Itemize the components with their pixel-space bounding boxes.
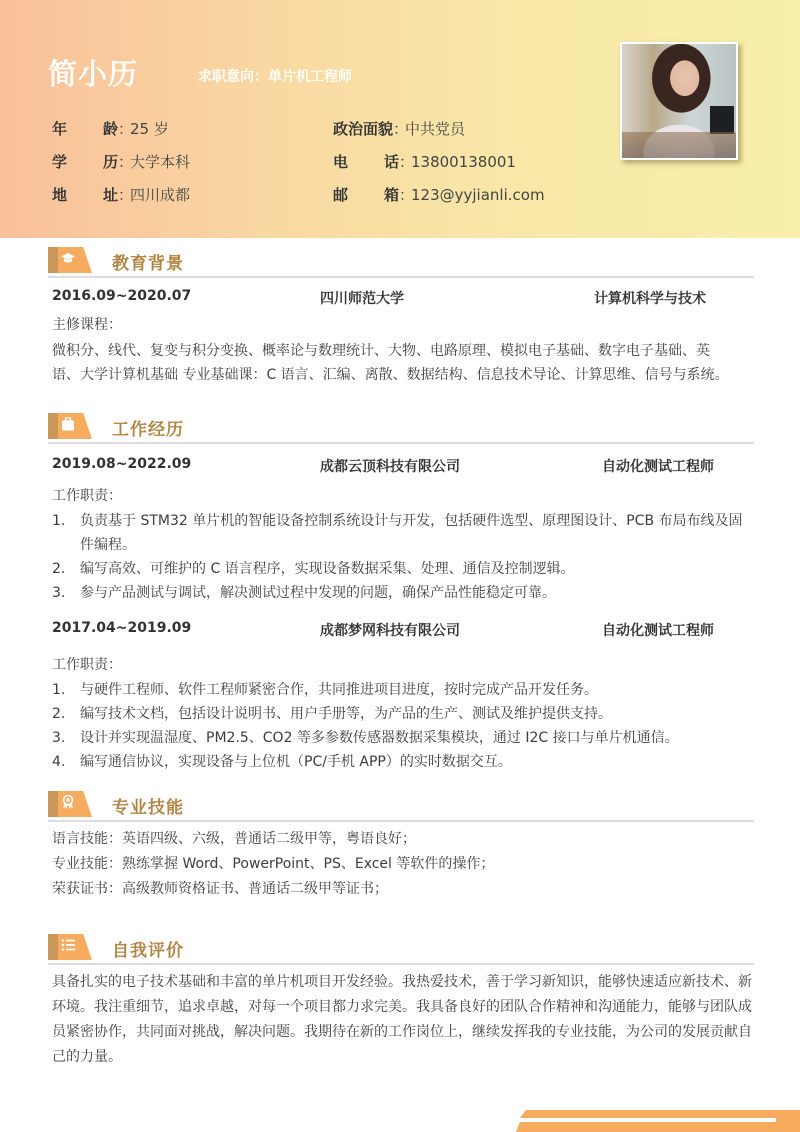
briefcase-icon <box>60 416 76 432</box>
job-position: 自动化测试工程师 <box>602 623 714 639</box>
education-entry <box>52 288 752 308</box>
info-value: 大学本科 <box>130 153 191 171</box>
self-evaluation-text: 具备扎实的电子技术基础和丰富的单片机项目开发经验。我热爱技术，善于学习新知识，能够快速适应新技术、新环境。我注重细节，追求卓越，对每一个项目都力求完美。我具备良好的团队合作精神和沟通能力，能够与团队成员紧密协作，共同面对挑战，解决问题。我期待在新的工作岗位上，继续发挥我的专业技能，为公司的发展贡献自己的力量。 <box>52 974 752 1065</box>
profile-photo <box>620 42 738 160</box>
courses-line-1: 微积分、线代、复变与积分变换、概率论与数理统计、大物、电路原理、模拟电子基础、数字电子基础、英 <box>52 343 710 359</box>
info-email: 邮 箱 ：123@yyjianli.com <box>333 186 545 204</box>
duties-label: 工作职责： <box>52 488 122 504</box>
resume-header <box>0 0 800 238</box>
section-divider <box>48 276 754 278</box>
info-value: 四川成都 <box>130 186 191 204</box>
info-label: 电 话 <box>333 153 399 171</box>
section-title: 工作经历 <box>112 420 184 440</box>
duties-label: 工作职责： <box>52 657 122 673</box>
award-medal-icon <box>60 794 76 810</box>
job-entry-1 <box>52 456 752 476</box>
skill-language: 语言技能：英语四级、六级，普通话二级甲等，粤语良好； <box>52 831 416 847</box>
info-label: 学 历 <box>52 153 118 171</box>
info-label: 政治面貌 <box>333 120 394 138</box>
job-position: 自动化测试工程师 <box>602 459 714 475</box>
footer-accent-connector <box>776 1118 800 1122</box>
duty-item: 1. 负责基于 STM32 单片机的智能设备控制系统设计与开发，包括硬件选型、原理图设计、PCB 布局布线及固件编程。 <box>52 513 743 553</box>
section-header-self-evaluation <box>48 932 754 962</box>
education-school: 四川师范大学 <box>320 291 404 307</box>
section-header-education <box>48 245 754 275</box>
duty-item: 1. 与硬件工程师、软件工程师紧密合作，共同推进项目进度，按时完成产品开发任务。 <box>52 682 598 698</box>
section-divider <box>48 442 754 444</box>
footer-accent-bar <box>516 1122 800 1132</box>
info-label: 年 龄 <box>52 120 118 138</box>
photo-monitor-detail <box>710 106 734 134</box>
section-title: 自我评价 <box>112 941 184 961</box>
courses-line-2: 语、大学计算机基础 专业基础课：C 语言、汇编、离散、数据结构、信息技术导论、计算思维、信号与系统。 <box>52 367 729 383</box>
info-phone: 电 话 ：13800138001 <box>333 153 516 171</box>
duty-item: 4. 编写通信协议，实现设备与上位机（PC/手机 APP）的实时数据交互。 <box>52 754 512 770</box>
footer-accent-bar <box>520 1110 800 1118</box>
duty-item: 3. 设计并实现温湿度、PM2.5、CO2 等多参数传感器数据采集模块，通过 I2C 接口与单片机通信。 <box>52 730 679 746</box>
duty-item: 3. 参与产品测试与调试，解决测试过程中发现的问题，确保产品性能稳定可靠。 <box>52 585 556 601</box>
info-value: 123@yyjianli.com <box>411 186 545 204</box>
info-politics: 政治面貌：中共党员 <box>333 120 466 138</box>
skill-professional: 专业技能：熟练掌握 Word、PowerPoint、PS、Excel 等软件的操作； <box>52 856 495 872</box>
section-divider <box>48 963 754 965</box>
info-label: 邮 箱 <box>333 186 399 204</box>
info-address: 地 址 ：四川成都 <box>52 186 191 204</box>
section-header-work <box>48 411 754 441</box>
section-title: 教育背景 <box>112 254 184 274</box>
courses-label: 主修课程： <box>52 317 122 333</box>
info-label: 地 址 <box>52 186 118 204</box>
candidate-name: 简小历 <box>48 57 139 91</box>
info-value: 13800138001 <box>411 153 516 171</box>
job-company: 成都梦网科技有限公司 <box>320 623 460 639</box>
job-entry-2 <box>52 620 752 640</box>
info-education: 学 历 ：大学本科 <box>52 153 191 171</box>
job-intent: 求职意向：单片机工程师 <box>198 69 352 85</box>
skill-certificates: 荣获证书：高级教师资格证书、普通话二级甲等证书； <box>52 881 388 897</box>
info-age: 年 龄 ：25 岁 <box>52 120 169 138</box>
job-company: 成都云顶科技有限公司 <box>320 459 460 475</box>
section-header-skills <box>48 789 754 819</box>
duty-item: 2. 编写高效、可维护的 C 语言程序，实现设备数据采集、处理、通信及控制逻辑。 <box>52 561 575 577</box>
education-major: 计算机科学与技术 <box>594 291 706 307</box>
section-divider <box>48 820 754 822</box>
info-value: 25 岁 <box>130 120 169 138</box>
graduation-cap-icon <box>60 250 76 266</box>
duties-list-1 <box>52 509 756 605</box>
job-period: 2019.08~2022.09 <box>52 456 192 472</box>
photo-desk-detail <box>622 132 736 158</box>
education-period: 2016.09~2020.07 <box>52 288 192 304</box>
job-period: 2017.04~2019.09 <box>52 620 192 636</box>
list-icon <box>60 937 76 953</box>
duties-list-2 <box>52 678 756 774</box>
section-title: 专业技能 <box>112 798 184 818</box>
duty-item: 2. 编写技术文档，包括设计说明书、用户手册等，为产品的生产、测试及维护提供支持。 <box>52 706 612 722</box>
info-value: 中共党员 <box>405 120 466 138</box>
